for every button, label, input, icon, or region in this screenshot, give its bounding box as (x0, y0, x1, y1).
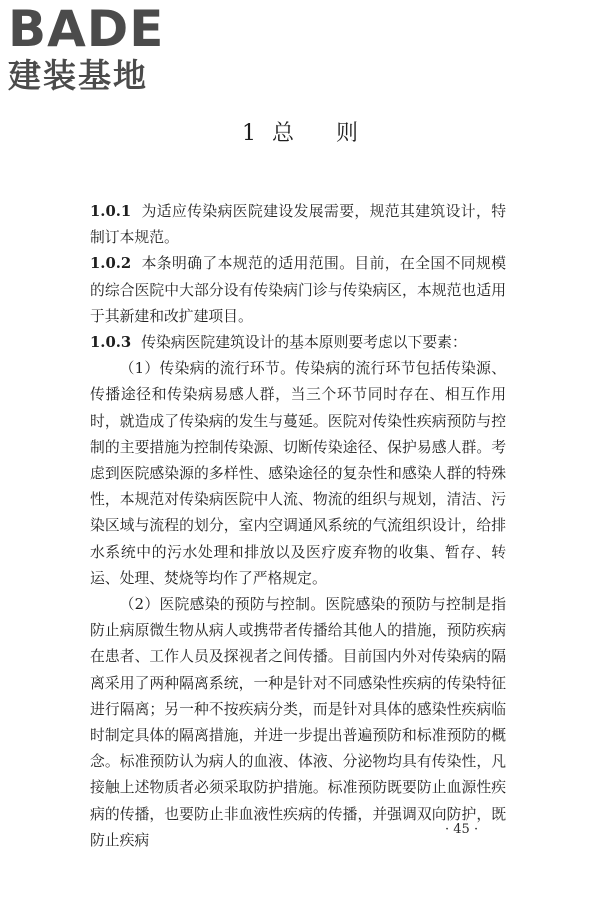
clause-number: 1.0.1 (90, 203, 132, 220)
logo-wordmark: BADE (8, 0, 165, 58)
chapter-title-char-2: 则 (336, 121, 359, 146)
paragraph-infection-control: （2）医院感染的预防与控制。医院感染的预防与控制是指防止病原微生物从病人或携带者传播给其他人的措施，预防疾病在患者、工作人员及探视者之间传播。目前国内外对传染病的隔离采用了两种隔离系统，一种是针对不同感染性疾病的传染特征进行隔离；另一种不按疾病分类，而是针对具体的感染性疾病临时制定具体的隔离措施，并进一步提出普遍预防和标准预防的概念。标准预防认为病人的血液、体液、分泌物均具有传染性，凡接触上述物质者必须采取防护措施。标准预防既要防止血源性疾病的传播，也要防止非血液性疾病的传播，并强调双向防护，既防止疾病 (90, 596, 506, 849)
logo-subtitle: 建装基地 (8, 56, 148, 95)
clause-1-0-3 (90, 330, 506, 356)
clause-text: 传染病医院建筑设计的基本原则要考虑以下要素： (141, 334, 467, 352)
clause-number: 1.0.3 (90, 334, 132, 352)
chapter-number: 1 (241, 121, 256, 146)
clause-number: 1.0.2 (90, 255, 132, 273)
clause-1-0-2 (90, 251, 506, 330)
clause-text: 为适应传染病医院建设发展需要，规范其建筑设计，特制订本规范。 (90, 203, 506, 247)
page-number: · 45 · (445, 822, 479, 837)
chapter-title (0, 119, 600, 149)
body-text (90, 199, 506, 854)
paragraph-transmission: （1）传染病的流行环节。传染病的流行环节包括传染源、传播途径和传染病易感人群，当三个环节同时存在、相互作用时，就造成了传染病的发生与蔓延。医院对传染性疾病预防与控制的主要措施为控制传染源、切断传染途径、保护易感人群。考虑到医院感染源的多样性、感染途径的复杂性和感染人群的特殊性，本规范对传染病医院中人流、物流的组织与规划，清洁、污染区域与流程的划分，室内空调通风系统的气流组织设计，给排水系统中的污水处理和排放以及医疗废弃物的收集、暂存、转运、处理、焚烧等均作了严格规定。 (90, 360, 506, 587)
clause-text: 本条明确了本规范的适用范围。目前，在全国不同规模的综合医院中大部分设有传染病门诊与传染病区，本规范也适用于其新建和改扩建项目。 (90, 255, 506, 325)
logo (8, 2, 178, 100)
chapter-title-char-1: 总 (271, 121, 294, 146)
clause-1-0-1 (90, 199, 506, 251)
